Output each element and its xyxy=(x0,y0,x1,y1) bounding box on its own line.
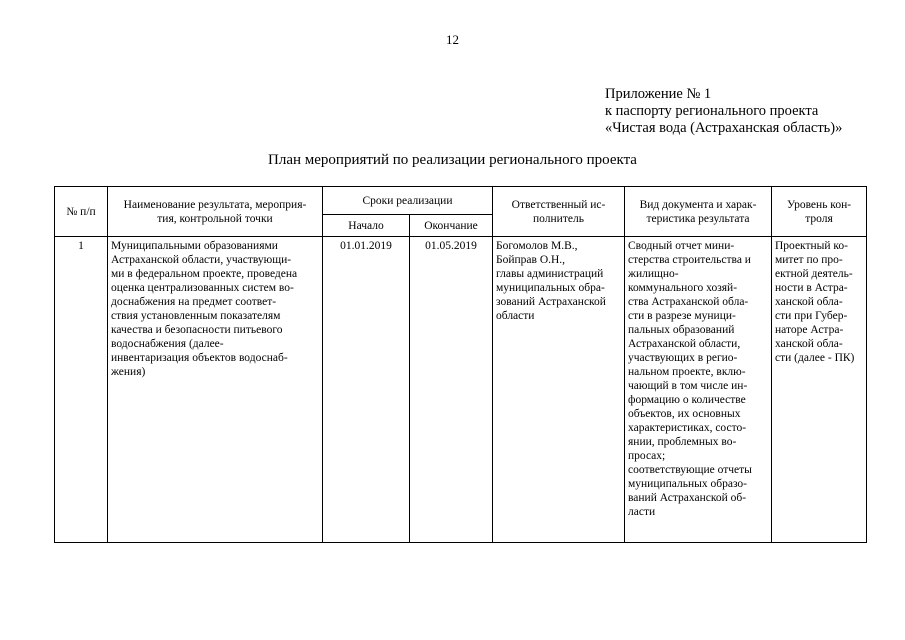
cell-control: Проектный ко- митет по про- ектной деятель- ности в Астра- ханской обла- сти при Губер- наторе Астра- ханской обла- сти (далее - ПК) xyxy=(772,237,867,543)
header-name: Наименование результата, мероприя- тия, контрольной точки xyxy=(108,187,323,237)
cell-start: 01.01.2019 xyxy=(323,237,410,543)
cell-name: Муниципальными образованиями Астраханской области, участвующи- ми в федеральном проекте, проведена оценка централизованных систем во- доснабжения на предмет соответ- ствия установленным показателям качества и безопасности питьевого водоснабжения (далее- инвентаризация объектов водоснаб- жения) xyxy=(108,237,323,543)
header-terms: Сроки реализации xyxy=(323,187,493,215)
header-control: Уровень кон- троля xyxy=(772,187,867,237)
cell-end: 01.05.2019 xyxy=(410,237,493,543)
header-start: Начало xyxy=(323,215,410,237)
plan-table xyxy=(54,186,867,543)
cell-num: 1 xyxy=(55,237,108,543)
appendix-line-3: «Чистая вода (Астраханская область)» xyxy=(605,120,843,136)
header-responsible: Ответственный ис- полнитель xyxy=(493,187,625,237)
appendix-line-1: Приложение № 1 xyxy=(605,86,712,102)
table-row xyxy=(55,237,867,543)
header-num: № п/п xyxy=(55,187,108,237)
appendix-note xyxy=(605,86,842,137)
document-title: План мероприятий по реализации регионального проекта xyxy=(268,152,637,168)
page-number: 12 xyxy=(446,32,459,47)
header-end: Окончание xyxy=(410,215,493,237)
cell-responsible: Богомолов М.В., Бойправ О.Н., главы администраций муниципальных обра- зований Астраханской области xyxy=(493,237,625,543)
appendix-line-2: к паспорту регионального проекта xyxy=(605,103,819,119)
cell-document: Сводный отчет мини- стерства строительства и жилищно- коммунального хозяй- ства Астраханской обла- сти в разрезе муници- пальных образований Астраханской области, участвующих в регио- нальном проекте, вклю- чающий в том числе ин- формацию о количестве объектов, их основных характеристиках, состо- янии, проблемных во- просах; соответствующие отчеты муниципальных образо- ваний Астраханской об- ласти xyxy=(625,237,772,543)
header-document: Вид документа и харак- теристика результата xyxy=(625,187,772,237)
table-header-row xyxy=(55,187,867,215)
